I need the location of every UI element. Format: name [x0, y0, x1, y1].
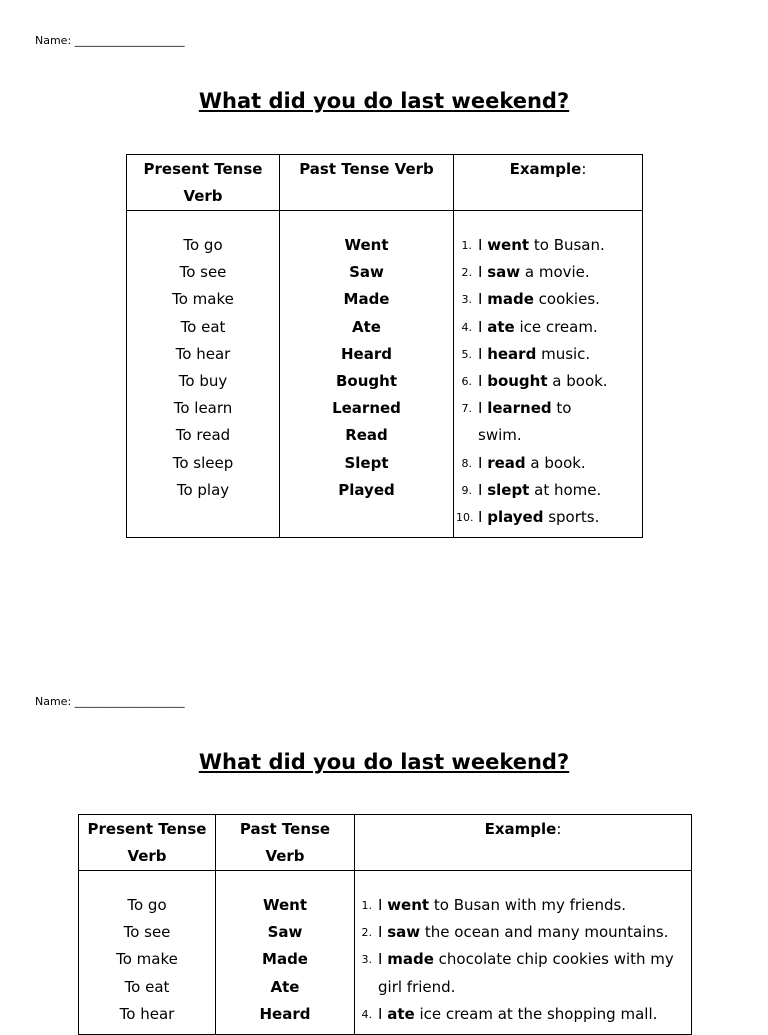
example-item: [456, 395, 642, 422]
example-verb: read: [487, 453, 526, 472]
present-verb: To see: [123, 923, 171, 942]
verb-table-2: [78, 814, 692, 1035]
example-subject: I: [478, 508, 488, 527]
example-number: 4.: [361, 1007, 372, 1021]
example-sentence: [378, 892, 691, 919]
example-rest: chocolate chip cookies with my: [433, 950, 674, 969]
name-field-1: Name: ____________________: [35, 34, 185, 47]
name-field-2: Name: ____________________: [35, 695, 185, 708]
present-verb: To sleep: [172, 453, 234, 472]
example-rest: music.: [536, 344, 591, 363]
example-sentence: [478, 314, 642, 341]
example-continuation: swim.: [478, 426, 522, 445]
example-sentence: [478, 232, 642, 259]
example-subject: I: [478, 480, 488, 499]
example-number: 7.: [461, 402, 472, 416]
example-sentence: [478, 368, 642, 395]
example-number: 3.: [361, 953, 372, 967]
header-past-label: Past Tense Verb: [299, 160, 434, 178]
header-past-line1: Past Tense: [239, 820, 331, 838]
example-sentence: [378, 919, 691, 946]
example-verb: made: [387, 950, 434, 969]
past-verb: Made: [262, 950, 308, 969]
example-item: [456, 341, 642, 368]
example-verb: ate: [387, 1004, 415, 1023]
header-past-tense: [216, 815, 355, 871]
past-verb: Went: [262, 896, 308, 914]
header-present-line1: Present Tense: [143, 160, 263, 178]
example-rest: the ocean and many mountains.: [420, 923, 669, 942]
example-rest: sports.: [543, 508, 600, 527]
past-verb: Learned: [332, 399, 401, 418]
example-rest: to: [551, 399, 572, 418]
worksheet-title-2: What did you do last weekend?: [198, 750, 570, 774]
present-verb: To make: [172, 290, 234, 309]
example-list: [454, 211, 643, 538]
example-number: 5.: [461, 347, 472, 361]
example-sentence: [478, 341, 642, 368]
example-number: 1.: [361, 899, 372, 912]
example-subject: I: [478, 317, 488, 336]
example-subject: I: [478, 290, 488, 309]
example-subject: I: [378, 896, 388, 914]
example-verb: went: [487, 236, 530, 254]
present-verb: To hear: [119, 1004, 175, 1023]
past-verb: Saw: [349, 263, 384, 282]
example-item: [456, 477, 642, 504]
header-example: [454, 155, 643, 211]
example-verb: ate: [487, 317, 515, 336]
example-item: [356, 892, 691, 919]
present-tense-list: [127, 211, 280, 538]
present-verb: To eat: [124, 977, 170, 996]
example-number: 3.: [461, 293, 472, 307]
example-item: [356, 919, 691, 946]
example-rest: ice cream at the shopping mall.: [414, 1004, 658, 1023]
present-verb: To make: [116, 950, 178, 969]
header-present-line2: Verb: [127, 847, 167, 865]
example-sentence: [478, 450, 642, 477]
verb-table-1: [126, 154, 643, 538]
header-present-tense: [127, 155, 280, 211]
example-number: 10.: [456, 511, 474, 525]
past-verb: Slept: [344, 453, 389, 472]
example-rest: ice cream.: [514, 317, 598, 336]
past-verb: Saw: [267, 923, 303, 942]
past-verb: Read: [345, 426, 388, 445]
header-example-label: Example: [509, 160, 582, 178]
example-sentence: [478, 286, 642, 313]
example-item: [456, 450, 642, 477]
example-subject: I: [478, 344, 488, 363]
present-verb: To see: [179, 263, 227, 282]
example-verb: slept: [487, 480, 530, 499]
past-verb: Played: [338, 480, 395, 499]
header-present-tense: [79, 815, 216, 871]
example-verb: heard: [487, 344, 537, 363]
example-sentence: [478, 259, 642, 286]
header-example-colon: :: [556, 820, 562, 838]
example-list: [355, 871, 692, 1035]
example-rest: a book.: [525, 453, 586, 472]
example-number: 6.: [461, 375, 472, 389]
example-item: [456, 259, 642, 286]
example-subject: I: [378, 923, 388, 942]
example-verb: went: [387, 896, 430, 914]
example-sentence: [378, 946, 691, 973]
header-example: [355, 815, 692, 871]
example-item: [456, 368, 642, 395]
present-verb: To buy: [178, 372, 228, 391]
header-example-colon: :: [581, 160, 587, 178]
past-verb: Went: [344, 236, 389, 254]
example-subject: I: [478, 236, 488, 254]
present-verb: To go: [183, 236, 223, 254]
example-number: 8.: [461, 456, 472, 470]
example-rest: a movie.: [520, 263, 590, 282]
example-item: [456, 504, 642, 531]
example-sentence: [478, 477, 642, 504]
past-verb: Bought: [335, 372, 397, 391]
example-subject: I: [478, 263, 488, 282]
example-rest: cookies.: [533, 290, 600, 309]
present-verb: To eat: [180, 317, 226, 336]
example-subject: I: [478, 453, 488, 472]
past-verb: Heard: [341, 344, 392, 363]
example-rest: a book.: [547, 372, 608, 391]
present-verb: To read: [175, 426, 231, 445]
example-number: 9.: [461, 483, 472, 497]
example-verb: bought: [487, 372, 548, 391]
example-verb: made: [487, 290, 534, 309]
past-verb: Made: [343, 290, 390, 309]
example-verb: saw: [387, 923, 421, 942]
example-subject: I: [378, 1004, 388, 1023]
header-past-line2: Verb: [265, 847, 305, 865]
example-verb: learned: [487, 399, 552, 418]
example-number: 4.: [461, 320, 472, 334]
example-number: 2.: [461, 266, 472, 280]
present-verb: To go: [127, 896, 167, 914]
example-number: 2.: [361, 926, 372, 940]
header-example-label: Example: [484, 820, 557, 838]
example-subject: I: [478, 399, 488, 418]
example-item: [456, 314, 642, 341]
header-present-line2: Verb: [183, 187, 223, 205]
past-tense-list: [216, 871, 355, 1035]
example-verb: saw: [487, 263, 521, 282]
example-sentence: [478, 504, 642, 531]
example-rest: to Busan.: [529, 236, 605, 254]
worksheet-title-1: What did you do last weekend?: [198, 89, 570, 113]
past-verb: Ate: [352, 317, 381, 336]
header-present-line1: Present Tense: [87, 820, 207, 838]
example-item: [356, 946, 691, 973]
example-subject: I: [378, 950, 388, 969]
present-tense-list: [79, 871, 216, 1035]
past-verb: Ate: [270, 977, 300, 996]
present-verb: To play: [176, 480, 230, 499]
example-subject: I: [478, 372, 488, 391]
example-item: [456, 232, 642, 259]
example-rest: to Busan with my friends.: [429, 896, 627, 914]
example-item: [456, 286, 642, 313]
present-verb: To hear: [175, 344, 231, 363]
example-number: 1.: [461, 239, 472, 252]
present-verb: To learn: [173, 399, 233, 418]
example-sentence: [478, 395, 642, 422]
example-verb: played: [487, 508, 544, 527]
past-tense-list: [280, 211, 454, 538]
header-past-tense: [280, 155, 454, 211]
example-continuation: girl friend.: [378, 977, 456, 996]
example-rest: at home.: [529, 480, 602, 499]
past-verb: Heard: [259, 1004, 311, 1023]
